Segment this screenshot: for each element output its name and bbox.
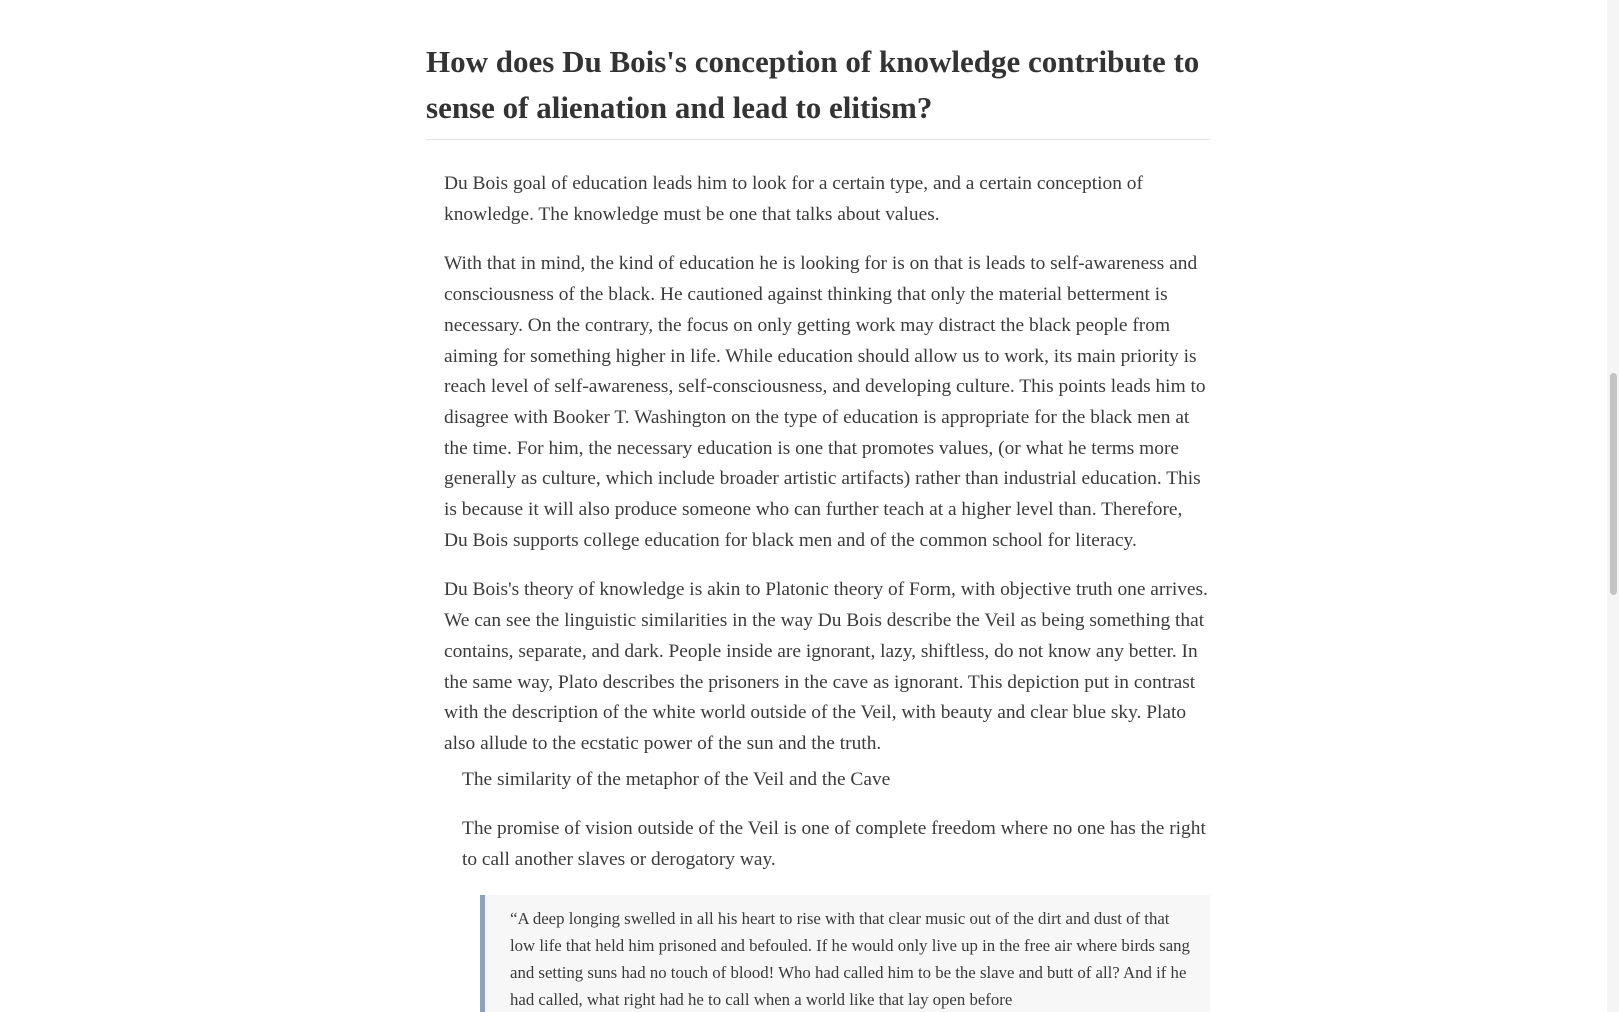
article bbox=[426, 0, 1210, 1012]
vertical-scrollbar[interactable] bbox=[1607, 0, 1619, 1012]
subnote-vision-freedom: The promise of vision outside of the Veil is one of complete freedom where no one has the right to call another slaves or derogatory way. bbox=[462, 818, 1206, 871]
paragraph-self-awareness: With that in mind, the kind of education he is looking for is on that is leads to self-awareness and consciousness of the black. He cautioned against thinking that only the material betterment is necessary. On the contrary, the focus on only getting work may distract the black people from aiming for something higher in life. While education should allow us to work, its main priority is reach level of self-awareness, self-consciousness, and developing culture. This points leads him to disagree with Booker T. Washington on the type of education is appropriate for the black men at the time. For him, the necessary education is one that promotes values, (or what he terms more generally as culture, which include broader artistic artifacts) rather than industrial education. This is because it will also produce someone who can further teach at a higher level than. Therefore, Du Bois supports college education for black men and of the common school for literacy. bbox=[444, 253, 1206, 551]
subnote-veil-cave: The similarity of the metaphor of the Veil and the Cave bbox=[462, 768, 891, 790]
paragraph-platonic-theory: Du Bois's theory of knowledge is akin to Platonic theory of Form, with objective truth one arrives. We can see the linguistic similarities in the way Du Bois describe the Veil as being something that contains, separate, and dark. People inside are ignorant, lazy, shiftless, do not know any better. In the same way, Plato describes the prisoners in the cave as ignorant. This depiction put in contrast with the description of the white world outside of the Veil, with beauty and clear blue sky. Plato also allude to the ecstatic power of the sun and the truth. bbox=[444, 579, 1208, 754]
block-quote: “A deep longing swelled in all his heart to rise with that clear music out of the dirt and dust of that low life that held him prisoned and befouled. If he would only live up in the free air where birds sang and setting suns had no touch of blood! Who had called him to be the slave and butt of all? And if he had called, what right had he to call when a world like that lay open before bbox=[480, 895, 1210, 1012]
page-heading: How does Du Bois's conception of knowledge contribute to sense of alienation and lead to elitism? bbox=[426, 0, 1210, 140]
paragraph-education-goal: Du Bois goal of education leads him to look for a certain type, and a certain conception of knowledge. The knowledge must be one that talks about values. bbox=[444, 173, 1143, 225]
article-body bbox=[426, 169, 1210, 1012]
scrollbar-thumb[interactable] bbox=[1610, 373, 1617, 595]
